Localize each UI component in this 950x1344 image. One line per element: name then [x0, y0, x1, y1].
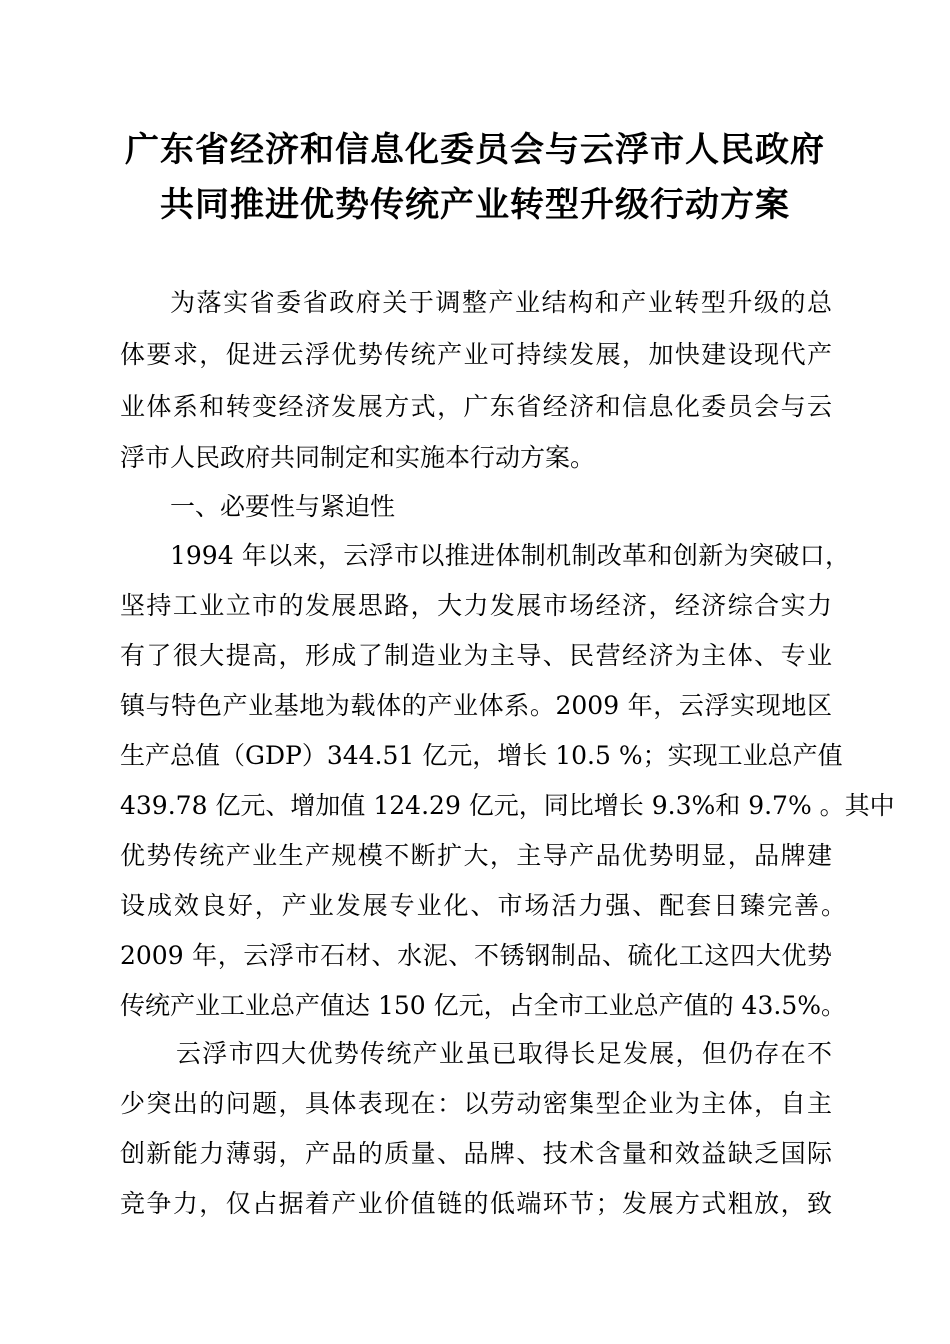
section-heading: 一、必要性与紧迫性 — [170, 492, 396, 521]
paragraph-line: 439.78 亿元、增加值 124.29 亿元，同比增长 9.3%和 9.7% 。其中 — [120, 791, 895, 820]
paragraph-line: 竞争力，仅占据着产业价值链的低端环节；发展方式粗放，致 — [120, 1189, 832, 1218]
paragraph-line: 浮市人民政府共同制定和实施本行动方案。 — [120, 443, 596, 472]
paragraph-line: 生产总值（GDP）344.51 亿元，增长 10.5 %；实现工业总产值 — [120, 741, 843, 770]
paragraph-line: 镇与特色产业基地为载体的产业体系。2009 年，云浮实现地区 — [120, 691, 832, 720]
paragraph-line: 创新能力薄弱，产品的质量、品牌、技术含量和效益缺乏国际 — [120, 1139, 832, 1168]
paragraph-line: 1994 年以来，云浮市以推进体制机制改革和创新为突破口， — [170, 541, 850, 570]
paragraph-line: 体要求，促进云浮优势传统产业可持续发展，加快建设现代产 — [120, 340, 832, 369]
paragraph-line: 2009 年，云浮市石材、水泥、不锈钢制品、硫化工这四大优势 — [120, 941, 832, 970]
paragraph-line: 业体系和转变经济发展方式，广东省经济和信息化委员会与云 — [120, 392, 832, 421]
paragraph-line: 少突出的问题，具体表现在：以劳动密集型企业为主体，自主 — [120, 1089, 832, 1118]
paragraph-line: 坚持工业立市的发展思路，大力发展市场经济，经济综合实力 — [120, 591, 832, 620]
document-title-line-2: 共同推进优势传统产业转型升级行动方案 — [160, 185, 790, 225]
paragraph-line: 传统产业工业总产值达 150 亿元，占全市工业总产值的 43.5%。 — [120, 991, 846, 1020]
paragraph-line: 设成效良好，产业发展专业化、市场活力强、配套日臻完善。 — [120, 891, 846, 920]
paragraph-line: 有了很大提高，形成了制造业为主导、民营经济为主体、专业 — [120, 641, 832, 670]
document-title-line-1: 广东省经济和信息化委员会与云浮市人民政府 — [125, 130, 825, 170]
paragraph-line: 优势传统产业生产规模不断扩大，主导产品优势明显，品牌建 — [120, 841, 832, 870]
paragraph-line: 云浮市四大优势传统产业虽已取得长足发展，但仍存在不 — [176, 1039, 832, 1068]
paragraph-line: 为落实省委省政府关于调整产业结构和产业转型升级的总 — [170, 288, 832, 317]
